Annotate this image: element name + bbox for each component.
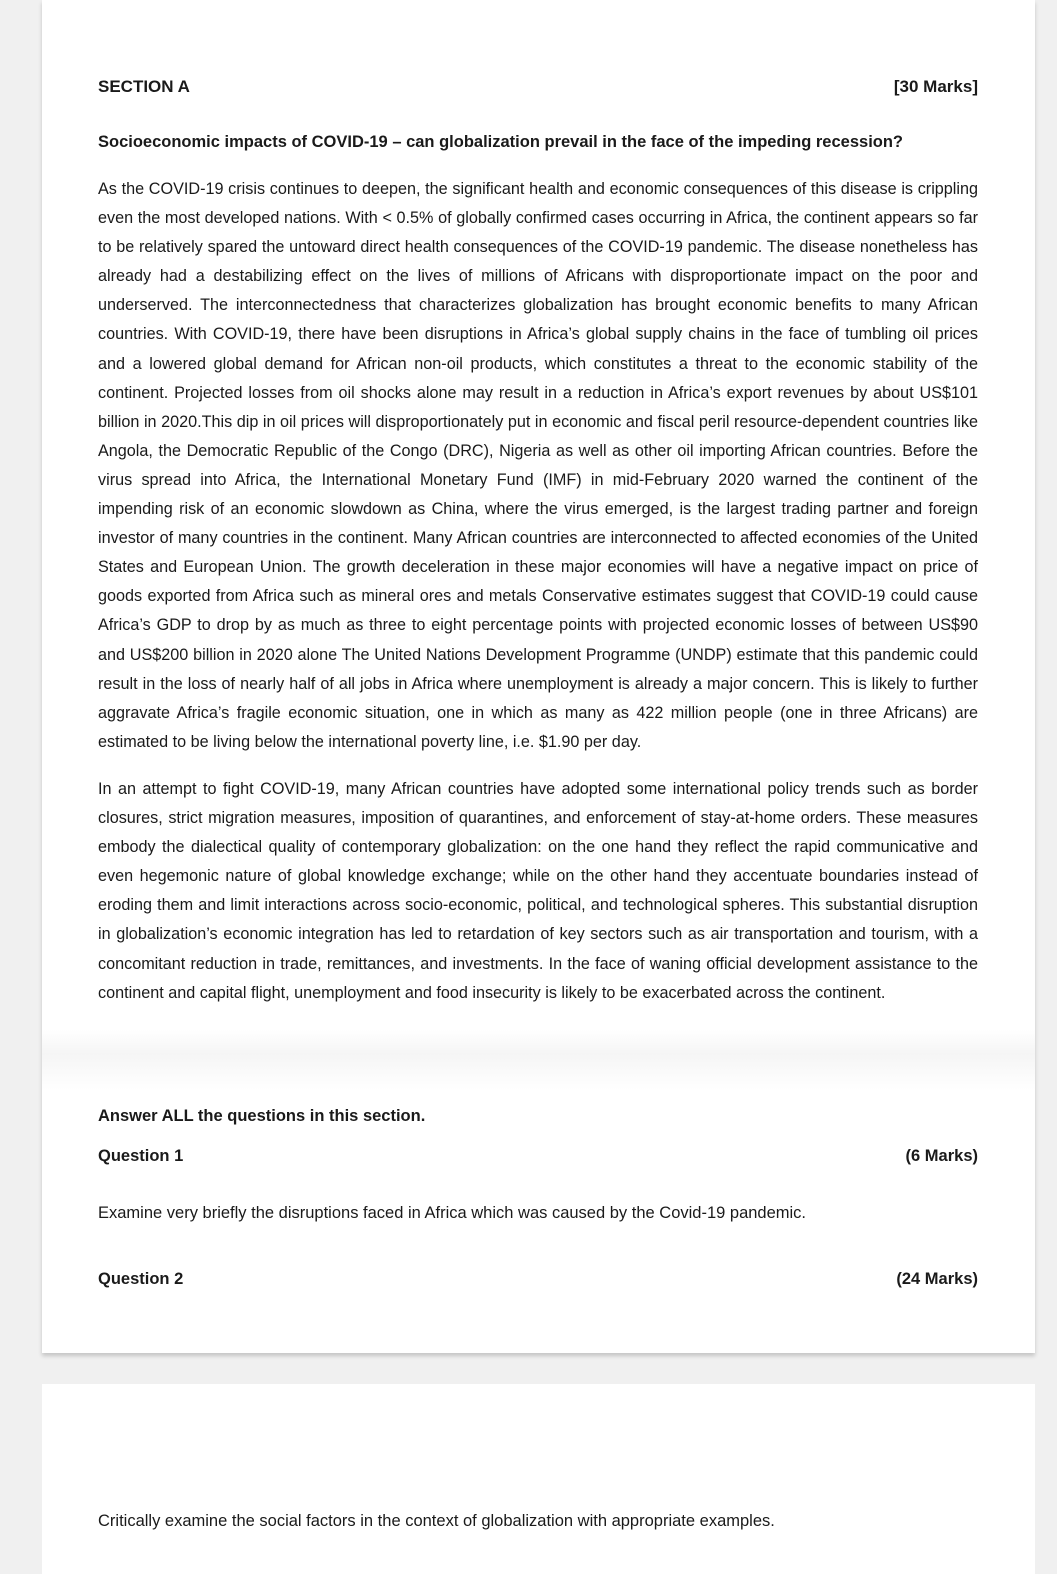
question-2-header (98, 1270, 978, 1289)
question-2-label: Question 2 (98, 1270, 184, 1288)
passage-paragraph-1: As the COVID-19 crisis continues to deepen, the significant health and economic consequences of this disease is crippling even the most developed nations. With < 0.5% of globally confirmed cases occurring in Africa, the continent appears so far to be relatively spared the untoward direct health consequences of the COVID-19 pandemic. The disease nonetheless has already had a destabilizing effect on the lives of millions of Africans with disproportionate impact on the poor and underserved. The interconnectedness that characterizes globalization has brought economic benefits to many African countries. With COVID-19, there have been disruptions in Africa’s global supply chains in the face of tumbling oil prices and a lowered global demand for African non-oil products, which constitutes a threat to the economic stability of the continent. Projected losses from oil shocks alone may result in a reduction in Africa’s export revenues by about US$101 billion in 2020.This dip in oil prices will disproportionately put in economic and fiscal peril resource-dependent countries like Angola, the Democratic Republic of the Congo (DRC), Nigeria as well as other oil importing African countries. Before the virus spread into Africa, the International Monetary Fund (IMF) in mid-February 2020 warned the continent of the impending risk of an economic slowdown as China, where the virus emerged, is the largest trading partner and foreign investor of many countries in the continent. Many African countries are interconnected to affected economies of the United States and European Union. The growth deceleration in these major economies will have a negative impact on price of goods exported from Africa such as mineral ores and metals Conservative estimates suggest that COVID-19 could cause Africa’s GDP to drop by as much as three to eight percentage points with projected economic losses of between US$90 and US$200 billion in 2020 alone The United Nations Development Programme (UNDP) estimate that this pandemic could result in the loss of nearly half of all jobs in Africa where unemployment is already a major concern. This is likely to further aggravate Africa’s fragile economic situation, one in which as many as 422 million people (one in three Africans) are estimated to be living below the international poverty line, i.e. $1.90 per day. (98, 180, 978, 751)
question-1-text: Examine very briefly the disruptions faced in Africa which was caused by the Covid-19 pandemic. (98, 1204, 807, 1222)
question-2-text: Critically examine the social factors in the context of globalization with appropriate examples. (98, 1512, 775, 1530)
section-label: SECTION A (98, 77, 190, 96)
question-1-marks: (6 Marks) (905, 1147, 978, 1165)
question-1-header (98, 1147, 978, 1166)
section-header (98, 77, 978, 97)
section-marks: [30 Marks] (893, 77, 978, 96)
question-2-marks: (24 Marks) (896, 1270, 978, 1288)
page-1 (42, 0, 1035, 1353)
scan-smudge (42, 1030, 1035, 1090)
question-1-label: Question 1 (98, 1147, 184, 1165)
passage-title: Socioeconomic impacts of COVID-19 – can globalization prevail in the face of the impeding recession? (98, 133, 904, 151)
page-2 (42, 1384, 1035, 1574)
instructions: Answer ALL the questions in this section. (98, 1107, 426, 1125)
passage-paragraph-2: In an attempt to fight COVID-19, many African countries have adopted some international policy trends such as border closures, strict migration measures, imposition of quarantines, and enforcement of stay-at-home orders. These measures embody the dialectical quality of contemporary globalization: on the one hand they reflect the rapid communicative and even hegemonic nature of global knowledge exchange; while on the other hand they accentuate boundaries instead of eroding them and limit interactions across socio-economic, political, and technological spheres. This substantial disruption in globalization’s economic integration has led to retardation of key sectors such as air transportation and tourism, with a concomitant reduction in trade, remittances, and investments. In the face of waning official development assistance to the continent and capital flight, unemployment and food insecurity is likely to be exacerbated across the continent. (98, 780, 978, 1002)
